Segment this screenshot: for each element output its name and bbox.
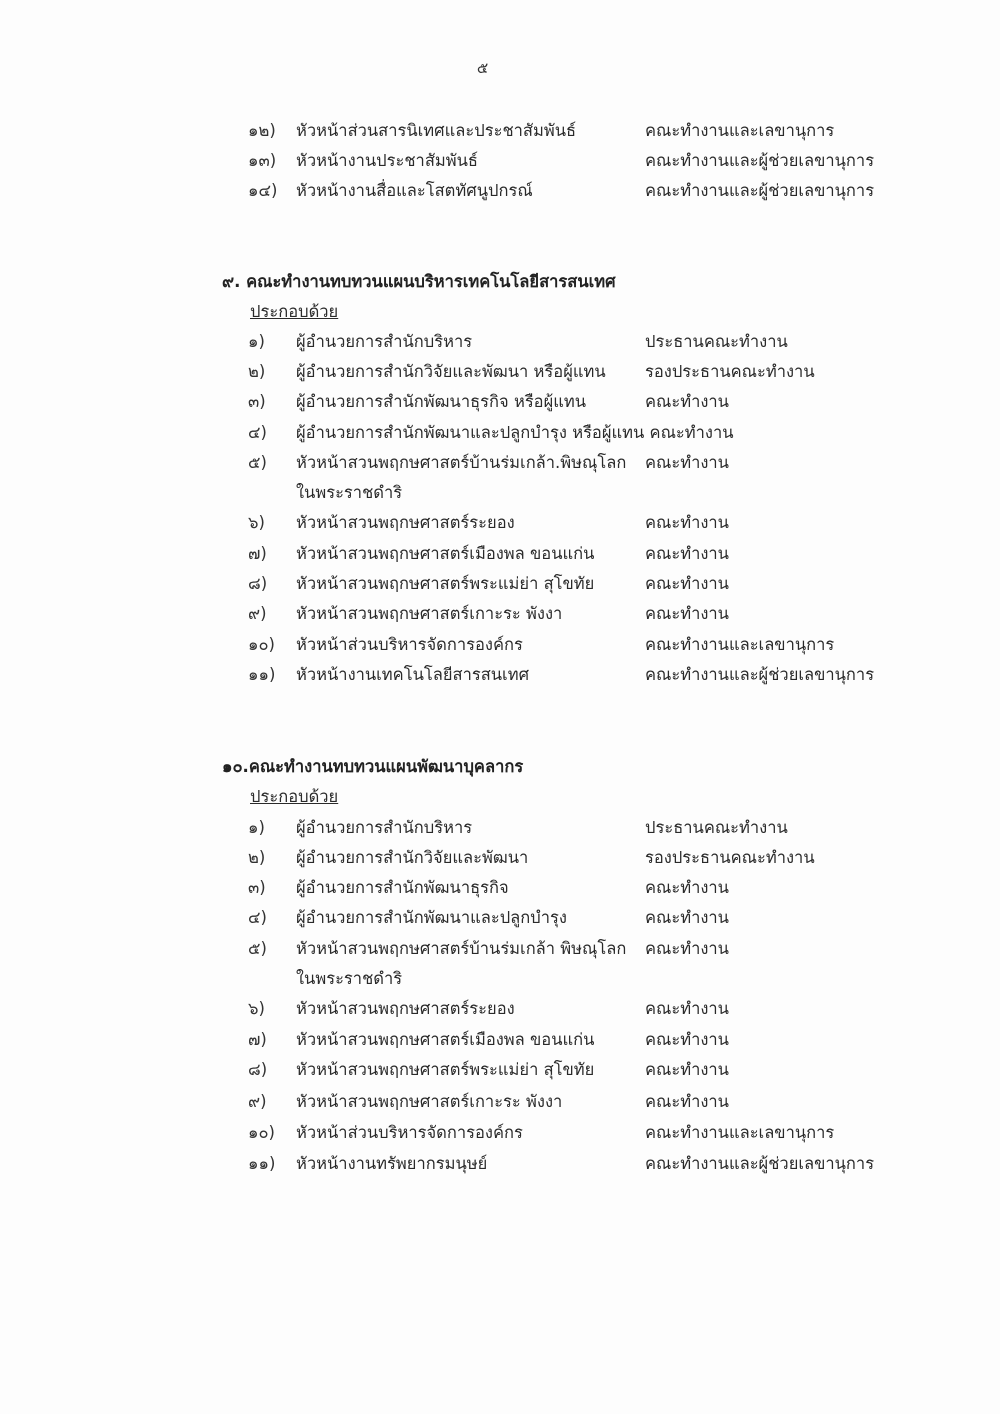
member-name: ผู้อำนวยการสำนักพัฒนาและปลูกบำรุง bbox=[296, 908, 567, 927]
item-number: ๔) bbox=[248, 423, 267, 442]
member-role: รองประธานคณะทำงาน bbox=[645, 362, 815, 381]
member-name: หัวหน้าสวนพฤกษศาสตร์เกาะระ พังงา bbox=[296, 1092, 563, 1111]
item-number: ๓) bbox=[248, 878, 266, 897]
member-role: คณะทำงานและผู้ช่วยเลขานุการ bbox=[645, 151, 875, 170]
member-role: คณะทำงานและเลขานุการ bbox=[645, 635, 835, 654]
section-10-title: ๑๐.คณะทำงานทบทวนแผนพัฒนาบุคลากร bbox=[222, 757, 524, 776]
item-number: ๙) bbox=[248, 1092, 267, 1111]
item-number: ๓) bbox=[248, 392, 266, 411]
member-name: หัวหน้าส่วนสารนิเทศและประชาสัมพันธ์ bbox=[296, 121, 577, 140]
item-number: ๕) bbox=[248, 453, 267, 472]
member-name: หัวหน้าสวนพฤกษศาสตร์พระแม่ย่า สุโขทัย bbox=[296, 574, 595, 593]
item-number: ๖) bbox=[248, 513, 265, 532]
member-role: คณะทำงาน bbox=[645, 878, 729, 897]
member-role: คณะทำงานและผู้ช่วยเลขานุการ bbox=[645, 665, 875, 684]
member-name: ผู้อำนวยการสำนักพัฒนาธุรกิจ bbox=[296, 878, 509, 897]
item-number: ๑) bbox=[248, 818, 265, 837]
member-name: หัวหน้างานเทคโนโลยีสารสนเทศ bbox=[296, 665, 530, 684]
section-9-composed-of: ประกอบด้วย bbox=[250, 302, 339, 321]
member-name-continuation: ในพระราชดำริ bbox=[296, 969, 403, 988]
member-name: ผู้อำนวยการสำนักวิจัยและพัฒนา หรือผู้แทน bbox=[296, 362, 606, 381]
member-role: ประธานคณะทำงาน bbox=[645, 332, 788, 351]
member-name: หัวหน้าสวนพฤกษศาสตร์พระแม่ย่า สุโขทัย bbox=[296, 1060, 595, 1079]
member-name: หัวหน้าส่วนบริหารจัดการองค์กร bbox=[296, 1123, 523, 1142]
item-number: ๑๑) bbox=[248, 1154, 276, 1173]
section-9-title: ๙. คณะทำงานทบทวนแผนบริหารเทคโนโลยีสารสนเทศ bbox=[222, 272, 616, 291]
member-name: ผู้อำนวยการสำนักพัฒนาและปลูกบำรุง หรือผู้แทน คณะทำงาน bbox=[296, 423, 734, 442]
member-name-continuation: ในพระราชดำริ bbox=[296, 483, 403, 502]
member-role: คณะทำงาน bbox=[645, 574, 729, 593]
item-number: ๑๓) bbox=[248, 151, 277, 170]
member-role: คณะทำงาน bbox=[645, 604, 729, 623]
member-role: คณะทำงาน bbox=[645, 1030, 729, 1049]
member-name: หัวหน้าสวนพฤกษศาสตร์ระยอง bbox=[296, 513, 515, 532]
section-10-composed-of: ประกอบด้วย bbox=[250, 787, 339, 806]
member-role: คณะทำงาน bbox=[645, 939, 729, 958]
member-role: คณะทำงาน bbox=[645, 453, 729, 472]
member-name: ผู้อำนวยการสำนักวิจัยและพัฒนา bbox=[296, 848, 529, 867]
item-number: ๑๒) bbox=[248, 121, 276, 140]
item-number: ๖) bbox=[248, 999, 265, 1018]
member-role: คณะทำงานและผู้ช่วยเลขานุการ bbox=[645, 181, 875, 200]
member-role: คณะทำงาน bbox=[645, 999, 729, 1018]
member-name: หัวหน้างานทรัพยากรมนุษย์ bbox=[296, 1154, 488, 1173]
member-name: หัวหน้าสวนพฤกษศาสตร์บ้านร่มเกล้า พิษณุโลก bbox=[296, 939, 627, 958]
member-role: คณะทำงาน bbox=[645, 392, 729, 411]
item-number: ๑๐) bbox=[248, 1123, 275, 1142]
member-role: คณะทำงาน bbox=[645, 544, 729, 563]
member-role: คณะทำงาน bbox=[645, 1092, 729, 1111]
member-name: หัวหน้าสวนพฤกษศาสตร์เมืองพล ขอนแก่น bbox=[296, 1030, 595, 1049]
item-number: ๑๔) bbox=[248, 181, 278, 200]
member-role: คณะทำงาน bbox=[645, 513, 729, 532]
member-name: หัวหน้าสวนพฤกษศาสตร์เมืองพล ขอนแก่น bbox=[296, 544, 595, 563]
item-number: ๙) bbox=[248, 604, 267, 623]
member-role: คณะทำงาน bbox=[645, 1060, 729, 1079]
item-number: ๑๐) bbox=[248, 635, 275, 654]
item-number: ๗) bbox=[248, 544, 267, 563]
member-role: คณะทำงานและเลขานุการ bbox=[645, 1123, 835, 1142]
member-role: คณะทำงาน bbox=[645, 908, 729, 927]
member-name: หัวหน้าสวนพฤกษศาสตร์เกาะระ พังงา bbox=[296, 604, 563, 623]
page-number: ๕ bbox=[476, 59, 489, 77]
member-name: หัวหน้าส่วนบริหารจัดการองค์กร bbox=[296, 635, 523, 654]
item-number: ๘) bbox=[248, 574, 268, 593]
item-number: ๑) bbox=[248, 332, 265, 351]
member-role: คณะทำงานและผู้ช่วยเลขานุการ bbox=[645, 1154, 875, 1173]
item-number: ๒) bbox=[248, 362, 266, 381]
member-role: คณะทำงานและเลขานุการ bbox=[645, 121, 835, 140]
member-name: ผู้อำนวยการสำนักพัฒนาธุรกิจ หรือผู้แทน bbox=[296, 392, 587, 411]
member-role: ประธานคณะทำงาน bbox=[645, 818, 788, 837]
member-name: ผู้อำนวยการสำนักบริหาร bbox=[296, 818, 473, 837]
member-role: รองประธานคณะทำงาน bbox=[645, 848, 815, 867]
item-number: ๒) bbox=[248, 848, 266, 867]
member-name: หัวหน้าสวนพฤกษศาสตร์บ้านร่มเกล้า.พิษณุโลก bbox=[296, 453, 627, 472]
member-name: หัวหน้าสวนพฤกษศาสตร์ระยอง bbox=[296, 999, 515, 1018]
member-name: ผู้อำนวยการสำนักบริหาร bbox=[296, 332, 473, 351]
item-number: ๗) bbox=[248, 1030, 267, 1049]
item-number: ๑๑) bbox=[248, 665, 276, 684]
member-name: หัวหน้างานประชาสัมพันธ์ bbox=[296, 151, 478, 170]
item-number: ๕) bbox=[248, 939, 267, 958]
member-name: หัวหน้างานสื่อและโสตทัศนูปกรณ์ bbox=[296, 181, 533, 200]
item-number: ๘) bbox=[248, 1060, 268, 1079]
item-number: ๔) bbox=[248, 908, 267, 927]
